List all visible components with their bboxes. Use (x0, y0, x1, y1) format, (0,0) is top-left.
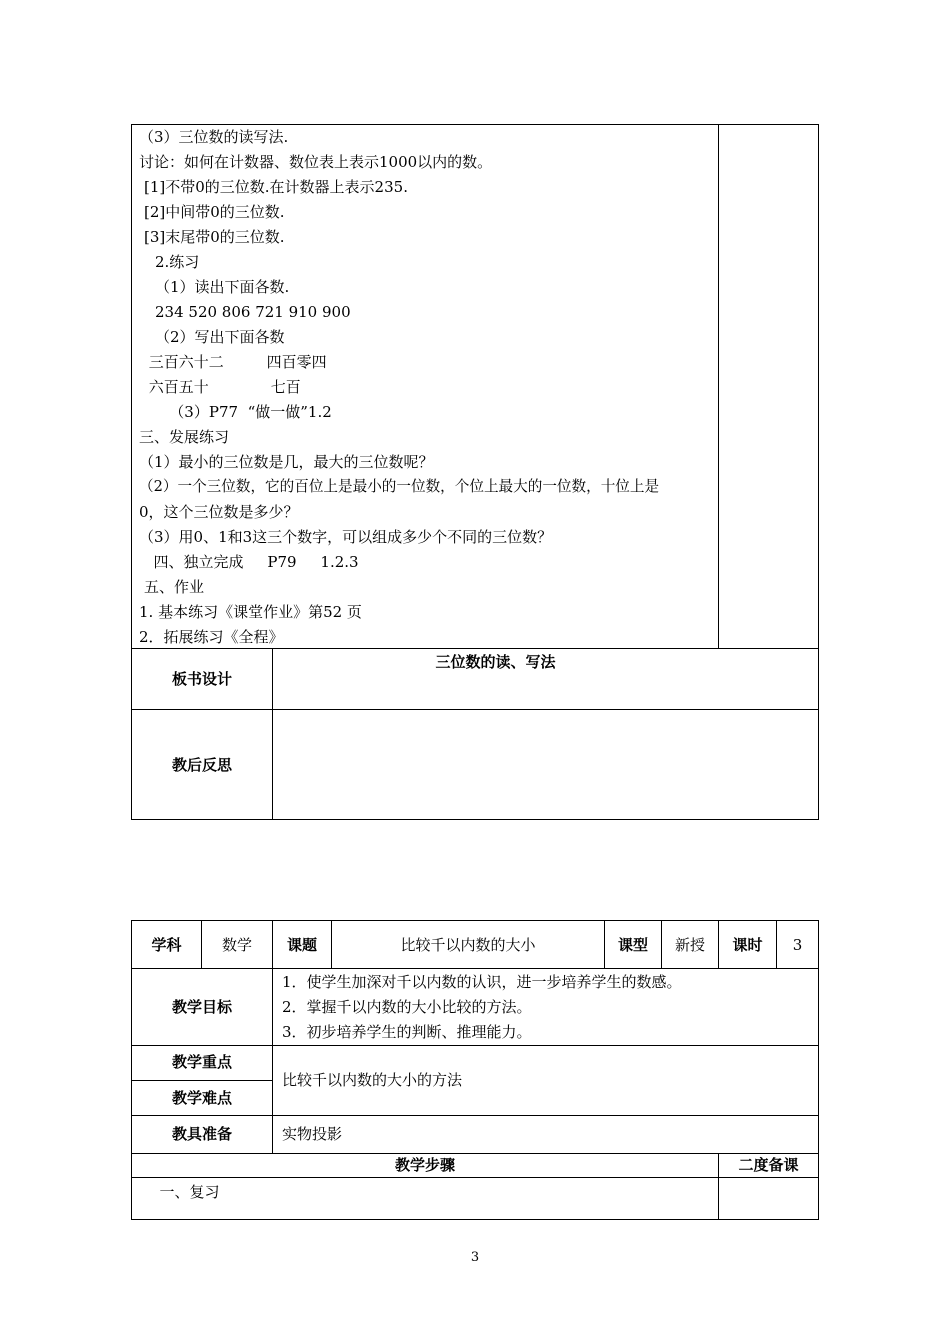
content-line: （2）写出下面各数 (155, 328, 285, 346)
content-line: （3）三位数的读写法. (139, 128, 289, 146)
content-line: （1）读出下面各数. (155, 278, 290, 296)
content-line: （2）一个三位数，它的百位上是最小的一位数，个位上最大的一位数，十位上是 (139, 478, 660, 495)
content-line: 2．拓展练习《全程》 (139, 628, 284, 646)
content-line: 1. 基本练习《课堂作业》第52 页 (139, 603, 362, 621)
tools-value: 实物投影 (282, 1125, 343, 1143)
goal-item: 2．掌握千以内数的大小比较的方法。 (282, 998, 532, 1016)
subject-value: 数学 (221, 936, 252, 954)
content-line: 三、发展练习 (139, 428, 230, 446)
content-line: （3）用0、1和3这三个数字，可以组成多少个不同的三位数？ (139, 528, 553, 546)
content-line: [2]中间带0的三位数. (144, 203, 285, 221)
period-label: 课时 (732, 936, 763, 954)
subject-label: 学科 (151, 936, 182, 954)
reflection-label: 教后反思 (171, 756, 232, 774)
page-number: 3 (470, 1250, 480, 1265)
goals-label: 教学目标 (171, 998, 232, 1016)
content-line: （3）P77 “做一做”1.2 (155, 403, 332, 421)
content-line: 讨论：如何在计数器、数位表上表示1000以内的数。 (139, 153, 493, 171)
content-line: 2.练习 (155, 253, 200, 271)
content-line: 三百六十二 四百零四 (144, 353, 327, 371)
type-label: 课型 (617, 936, 648, 954)
key-label: 教学重点 (171, 1053, 232, 1071)
content-line: [1]不带0的三位数.在计数器上表示235. (144, 178, 408, 196)
type-value: 新授 (674, 936, 705, 954)
content-line: 四、独立完成 P79 1.2.3 (144, 553, 359, 571)
goal-item: 3．初步培养学生的判断、推理能力。 (282, 1023, 532, 1041)
board-design-label: 板书设计 (171, 670, 232, 688)
key-value: 比较千以内数的大小的方法 (282, 1071, 463, 1089)
content-line: [3]末尾带0的三位数. (144, 228, 285, 246)
content-line: 六百五十 七百 (144, 378, 301, 396)
content-line: 234 520 806 721 910 900 (155, 303, 351, 321)
topic-value: 比较千以内数的大小 (400, 936, 536, 954)
content-line: 五、作业 (144, 578, 205, 596)
tools-label: 教具准备 (171, 1125, 232, 1143)
steps-label: 教学步骤 (394, 1156, 455, 1174)
content-line: 0，这个三位数是多少？ (139, 503, 299, 521)
topic-label: 课题 (286, 936, 317, 954)
goal-item: 1．使学生加深对千以内数的认识，进一步培养学生的数感。 (282, 973, 682, 991)
content-line: （1）最小的三位数是几，最大的三位数呢？ (139, 453, 434, 471)
board-design-title: 三位数的读、写法 (435, 653, 556, 671)
second-prep-label: 二度备课 (738, 1156, 799, 1174)
period-value: 3 (792, 936, 803, 954)
step-line: 一、复习 (150, 1183, 220, 1201)
difficulty-label: 教学难点 (171, 1089, 232, 1107)
